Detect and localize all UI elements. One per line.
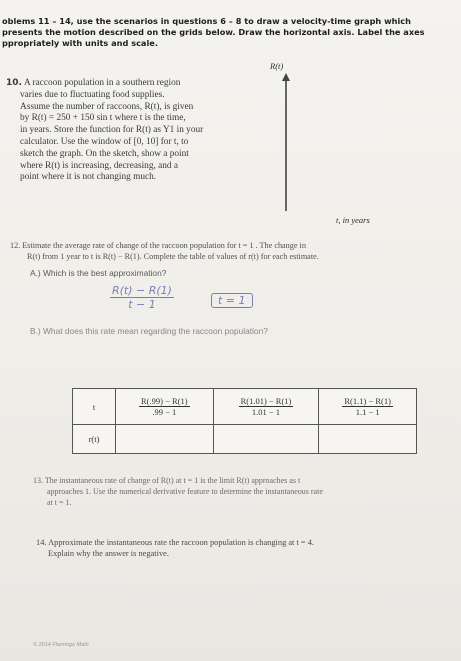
question-13-line-2: approaches 1. Use the numerical derivative feature to determine the instantaneous rate (47, 487, 323, 496)
y-axis-label: R(t) (270, 61, 284, 71)
table-cell-answer[interactable] (319, 425, 417, 454)
question-14-line-2: Explain why the answer is negative. (48, 549, 169, 558)
table-row (73, 425, 417, 454)
handwritten-answer-box: t = 1 (211, 293, 253, 308)
table-column-header: $\frac{R(.99) - R(1)}{.99 - 1}$ (116, 389, 214, 425)
question-12-part-a: A.) Which is the best approximation? (30, 268, 167, 278)
question-14 (36, 537, 461, 559)
problem-10-line: 10. A raccoon population in a southern region (6, 78, 181, 88)
question-13 (33, 475, 458, 508)
instructions-line-3: ppropriately with units and scale. (2, 38, 158, 48)
instructions-line-1: oblems 11 – 14, use the scenarios in questions 6 – 8 to draw a velocity-time graph which (2, 16, 411, 26)
rate-table (72, 388, 417, 454)
problem-10-line: in years. Store the function for R(t) as Y1 in your (20, 125, 204, 136)
problem-10-line: sketch the graph. On the sketch, show a point (20, 148, 189, 159)
y-axis-arrow (280, 73, 292, 213)
problem-10-line: where R(t) is increasing, decreasing, and a (20, 160, 178, 171)
problem-10-line: by R(t) = 250 + 150 sin t where t is the time, (20, 113, 186, 124)
x-axis-label: t, in years (336, 215, 370, 225)
question-12-line-1: 12. Estimate the average rate of change of the raccoon population for t = 1 . The change in (10, 241, 306, 250)
problem-10-line: varies due to fluctuating food supplies. (20, 89, 165, 100)
problem-10-line: Assume the number of raccoons, R(t), is given (20, 101, 194, 112)
instructions-line-2: presents the motion described on the grids below. Draw the horizontal axis. Label the axes (2, 27, 425, 37)
table-row-header-rt: r(t) (73, 425, 116, 454)
handwritten-numerator: R(t) − R(1) (110, 284, 174, 298)
question-12 (10, 240, 455, 262)
problem-10 (6, 78, 266, 184)
handwritten-denominator: t − 1 (128, 298, 156, 311)
problem-number: 10. (6, 78, 22, 88)
question-12-line-2: R(t) from 1 year to t is R(t) − R(1). Complete the table of values of r(t) for each estimate. (27, 252, 319, 261)
table-column-header: $\frac{R(1.1) - R(1)}{1.1 - 1}$ (319, 389, 417, 425)
table-cell-answer[interactable] (213, 425, 319, 454)
table-row-header-t: t (73, 389, 116, 425)
table-column-header: $\frac{R(1.01) - R(1)}{1.01 - 1}$ (213, 389, 319, 425)
instructions-header (2, 16, 457, 49)
question-13-line-3: at t = 1. (47, 498, 72, 507)
problem-10-line: calculator. Use the window of [0, 10] for t, to (20, 136, 189, 147)
question-12-part-b: B.) What does this rate mean regarding the raccoon population? (30, 326, 268, 336)
table-header-row (73, 389, 417, 425)
table-cell-answer[interactable] (116, 425, 214, 454)
handwritten-fraction (110, 284, 174, 311)
problem-10-line: point where it is not changing much. (20, 172, 157, 183)
question-13-line-1: 13. The instantaneous rate of change of R(t) at t = 1 is the limit R(t) approaches as t (33, 476, 301, 485)
copyright-footer: © 2014 Flamingo Math (33, 642, 89, 648)
question-14-line-1: 14. Approximate the instantaneous rate the raccoon population is changing at t = 4. (36, 538, 315, 547)
